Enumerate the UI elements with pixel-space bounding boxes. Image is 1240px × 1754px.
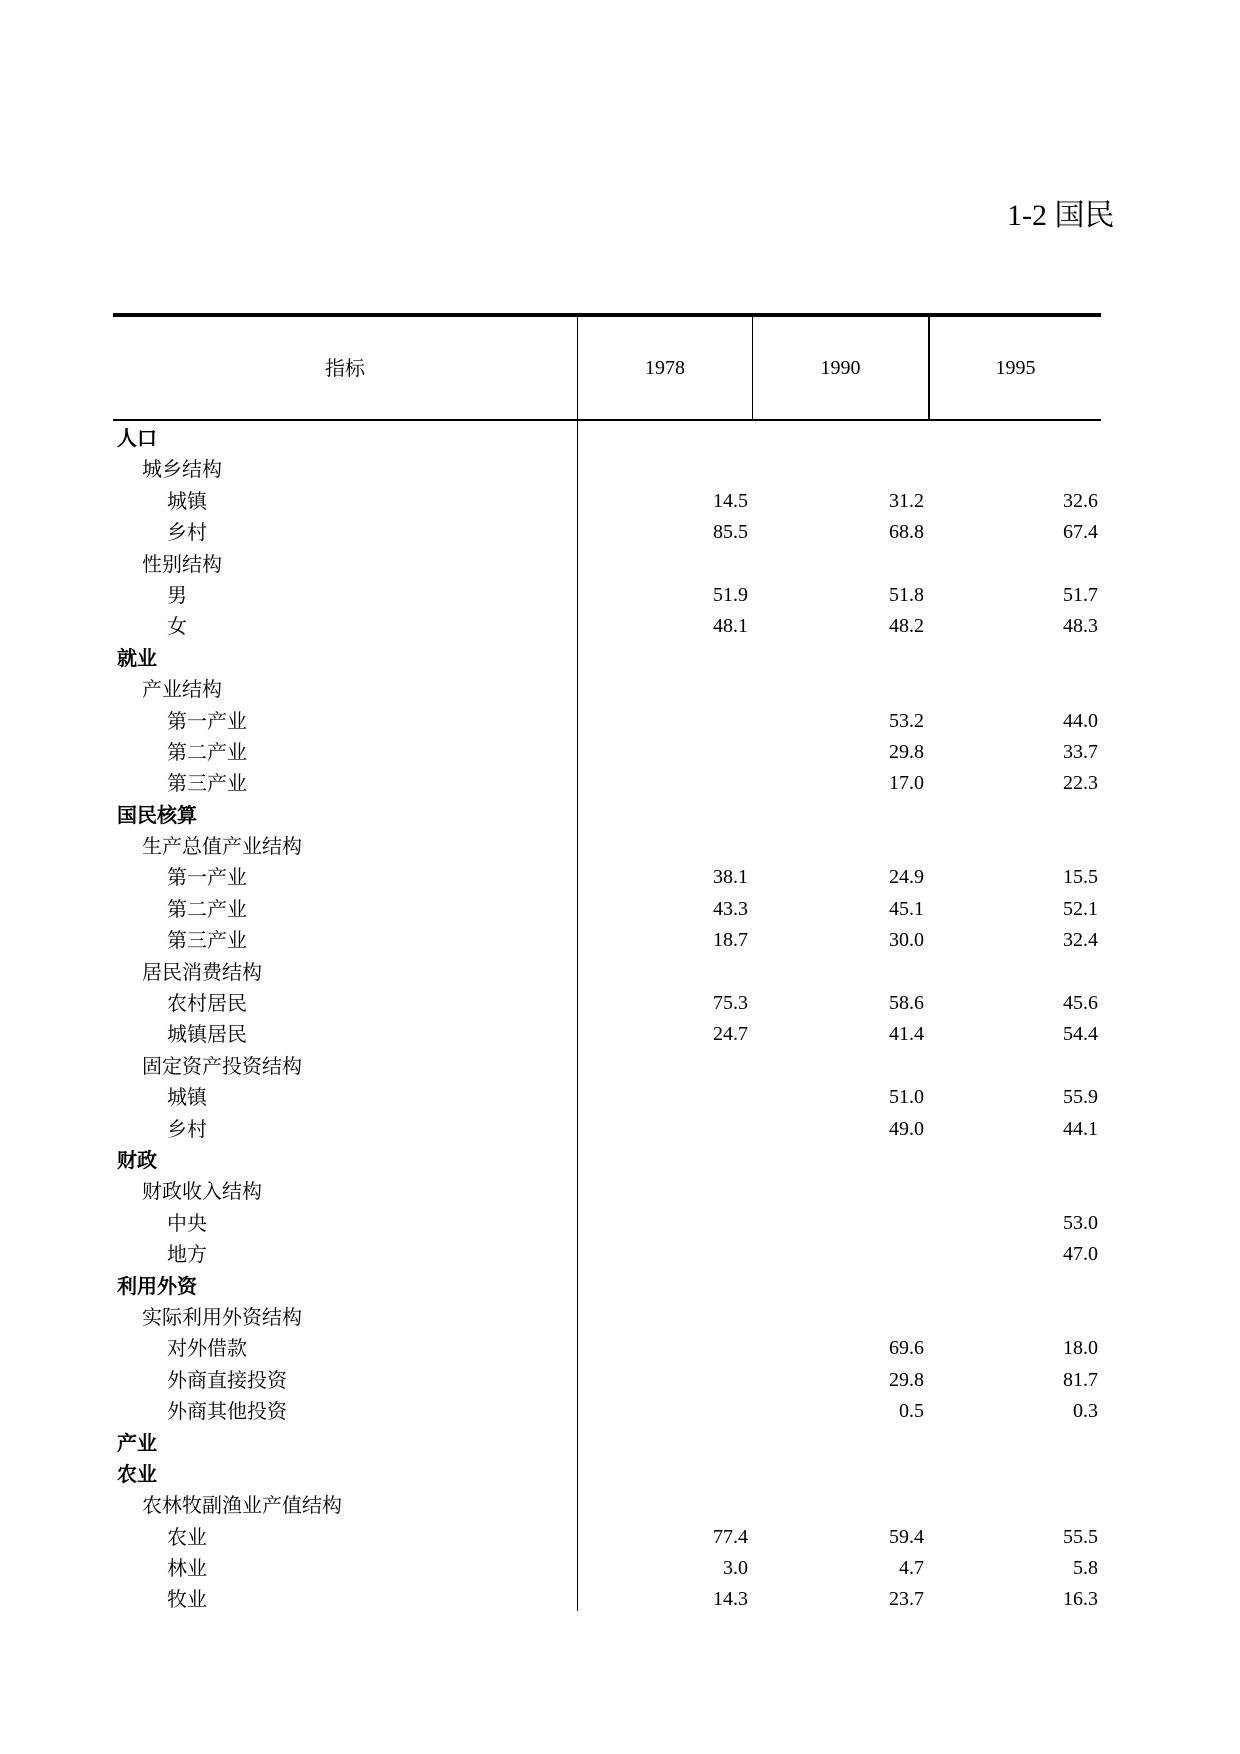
- row-value-1978: 77.4: [713, 1525, 748, 1548]
- row-value-1990: 4.7: [899, 1557, 924, 1580]
- row-value-1995: 52.1: [1063, 897, 1098, 920]
- row-label: 人口: [117, 426, 157, 450]
- row-value-1978: 75.3: [713, 992, 748, 1015]
- table-row: [113, 423, 1101, 454]
- row-label: 男: [167, 582, 187, 607]
- row-value-1990: 68.8: [889, 521, 924, 544]
- table-row: [113, 674, 1101, 705]
- row-value-1995: 18.0: [1063, 1337, 1098, 1360]
- row-label: 农业: [117, 1461, 157, 1486]
- row-label: 农村居民: [167, 991, 247, 1016]
- table-row: [113, 486, 1101, 517]
- row-label: 乡村: [167, 1116, 207, 1141]
- table-row: [113, 737, 1101, 768]
- row-label: 牧业: [167, 1587, 207, 1612]
- table-row: [113, 549, 1101, 580]
- row-label: 对外借款: [167, 1336, 247, 1361]
- row-value-1990: 24.9: [889, 866, 924, 889]
- table-row: [113, 1114, 1101, 1145]
- title-number: 1-2: [1007, 199, 1047, 232]
- row-label: 国民核算: [117, 802, 197, 827]
- table-row: [113, 1302, 1101, 1333]
- row-value-1995: 51.7: [1063, 583, 1098, 606]
- row-value-1978: 3.0: [723, 1557, 748, 1580]
- table-row: [113, 1239, 1101, 1270]
- table-row: [113, 1019, 1101, 1050]
- table-row: [113, 1365, 1101, 1396]
- row-label: 第一产业: [167, 708, 247, 733]
- row-label: 农林牧副渔业产值结构: [142, 1493, 342, 1518]
- row-label: 固定资产投资结构: [142, 1053, 302, 1078]
- row-value-1995: 32.6: [1063, 489, 1098, 512]
- row-value-1995: 53.0: [1063, 1211, 1098, 1234]
- row-label: 实际利用外资结构: [142, 1304, 302, 1329]
- row-label: 林业: [167, 1556, 207, 1581]
- table-row: [113, 831, 1101, 862]
- row-value-1995: 55.5: [1063, 1525, 1098, 1548]
- row-value-1990: 51.0: [889, 1086, 924, 1109]
- row-value-1995: 32.4: [1063, 929, 1098, 952]
- table-row: [113, 1271, 1101, 1302]
- row-label: 第二产业: [167, 896, 247, 921]
- row-label: 中央: [167, 1210, 207, 1235]
- row-value-1978: 38.1: [713, 866, 748, 889]
- table-row: [113, 1333, 1101, 1364]
- row-value-1978: 51.9: [713, 583, 748, 606]
- row-value-1990: 31.2: [889, 489, 924, 512]
- header-year-1990: 1990: [820, 357, 861, 379]
- table-row: [113, 862, 1101, 893]
- row-label: 产业结构: [142, 677, 222, 702]
- row-value-1990: 45.1: [889, 897, 924, 920]
- row-label: 女: [167, 614, 187, 639]
- row-value-1990: 51.8: [889, 583, 924, 606]
- row-value-1995: 22.3: [1063, 772, 1098, 795]
- row-value-1995: 16.3: [1063, 1588, 1098, 1611]
- row-label: 财政: [117, 1147, 157, 1172]
- row-value-1978: 48.1: [713, 615, 748, 638]
- row-value-1990: 41.4: [889, 1023, 924, 1046]
- row-value-1978: 14.5: [713, 489, 748, 512]
- row-value-1995: 0.3: [1073, 1400, 1098, 1423]
- table-row: [113, 768, 1101, 799]
- row-label: 第三产业: [167, 928, 247, 953]
- row-value-1990: 69.6: [889, 1337, 924, 1360]
- row-value-1995: 33.7: [1063, 740, 1098, 763]
- row-label: 第一产业: [167, 865, 247, 890]
- table-header-rule: [113, 419, 1101, 421]
- row-label: 地方: [167, 1242, 207, 1267]
- row-value-1995: 81.7: [1063, 1368, 1098, 1391]
- table-row: [113, 580, 1101, 611]
- table-row: [113, 957, 1101, 988]
- row-label: 性别结构: [142, 551, 222, 576]
- header-year-1995: 1995: [995, 357, 1036, 379]
- row-value-1990: 29.8: [889, 740, 924, 763]
- table-row: [113, 1082, 1101, 1113]
- table-row: [113, 1428, 1101, 1459]
- header-indicator: 指标: [325, 356, 365, 380]
- table-row: [113, 1522, 1101, 1553]
- table-row: [113, 925, 1101, 956]
- row-value-1995: 5.8: [1073, 1557, 1098, 1580]
- table-row: [113, 1459, 1101, 1490]
- row-value-1995: 67.4: [1063, 521, 1098, 544]
- row-label: 第三产业: [167, 771, 247, 796]
- table-row: [113, 1584, 1101, 1615]
- row-value-1995: 47.0: [1063, 1243, 1098, 1266]
- table-row: [113, 643, 1101, 674]
- row-value-1990: 0.5: [899, 1400, 924, 1423]
- row-label: 第二产业: [167, 739, 247, 764]
- row-value-1990: 49.0: [889, 1117, 924, 1140]
- row-label: 城镇: [167, 488, 207, 513]
- row-label: 生产总值产业结构: [142, 834, 302, 859]
- data-table: [113, 313, 1101, 1613]
- row-value-1978: 14.3: [713, 1588, 748, 1611]
- header-year-1978: 1978: [645, 357, 685, 379]
- row-value-1990: 48.2: [889, 615, 924, 638]
- row-value-1990: 17.0: [889, 772, 924, 795]
- table-row: [113, 706, 1101, 737]
- row-value-1978: 24.7: [713, 1023, 748, 1046]
- row-value-1978: 18.7: [713, 929, 748, 952]
- row-value-1990: 58.6: [889, 992, 924, 1015]
- table-row: [113, 1396, 1101, 1427]
- row-value-1990: 53.2: [889, 709, 924, 732]
- row-label: 城乡结构: [142, 457, 222, 482]
- row-value-1995: 44.1: [1063, 1117, 1098, 1140]
- table-row: [113, 611, 1101, 642]
- row-label: 城镇: [167, 1085, 207, 1110]
- row-label: 乡村: [167, 520, 207, 545]
- table-row: [113, 454, 1101, 485]
- table-row: [113, 1145, 1101, 1176]
- row-value-1995: 44.0: [1063, 709, 1098, 732]
- row-value-1995: 15.5: [1063, 866, 1098, 889]
- row-value-1995: 54.4: [1063, 1023, 1098, 1046]
- table-row: [113, 1553, 1101, 1584]
- table-row: [113, 1051, 1101, 1082]
- row-value-1990: 30.0: [889, 929, 924, 952]
- row-label: 就业: [117, 645, 157, 670]
- table-row: [113, 800, 1101, 831]
- row-value-1990: 59.4: [889, 1525, 924, 1548]
- table-row: [113, 1176, 1101, 1207]
- row-value-1990: 29.8: [889, 1368, 924, 1391]
- row-value-1995: 48.3: [1063, 615, 1098, 638]
- row-label: 外商其他投资: [167, 1399, 287, 1424]
- table-body: [113, 423, 1101, 1616]
- row-value-1995: 45.6: [1063, 992, 1098, 1015]
- row-label: 利用外资: [117, 1273, 197, 1298]
- row-value-1978: 85.5: [713, 521, 748, 544]
- title-text: 国民: [1054, 198, 1115, 233]
- table-row: [113, 1208, 1101, 1239]
- row-label: 财政收入结构: [142, 1179, 262, 1204]
- page-title: [1007, 192, 1115, 240]
- table-row: [113, 894, 1101, 925]
- row-value-1995: 55.9: [1063, 1086, 1098, 1109]
- row-label: 居民消费结构: [142, 959, 262, 984]
- table-row: [113, 1490, 1101, 1521]
- row-label: 产业: [117, 1430, 157, 1455]
- table-row: [113, 988, 1101, 1019]
- row-label: 外商直接投资: [167, 1367, 287, 1392]
- row-value-1978: 43.3: [713, 897, 748, 920]
- row-value-1990: 23.7: [889, 1588, 924, 1611]
- row-label: 农业: [167, 1524, 207, 1549]
- table-row: [113, 517, 1101, 548]
- row-label: 城镇居民: [167, 1022, 247, 1047]
